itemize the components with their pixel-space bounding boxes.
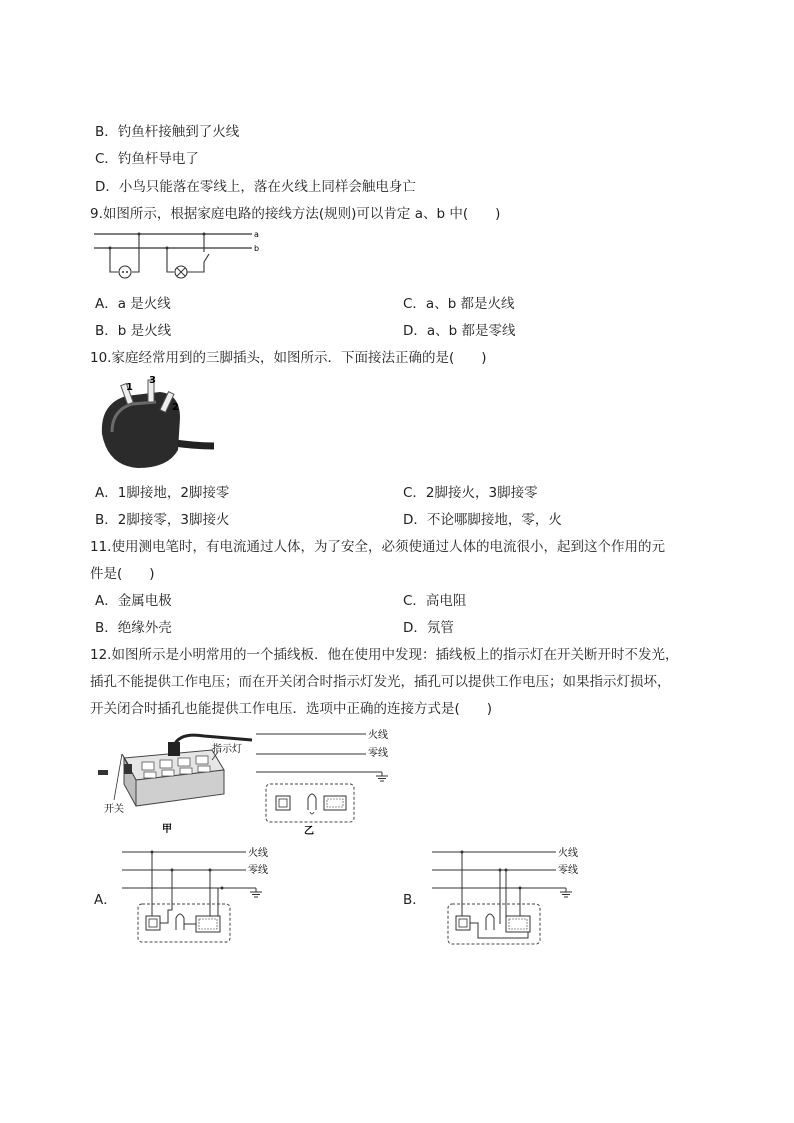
q10-option-d: D．不论哪脚接地，零，火	[403, 512, 562, 528]
yi-live-wire-label: 火线	[368, 730, 388, 741]
three-pin-plug-image	[98, 374, 216, 472]
option-a-circuit-diagram	[118, 844, 278, 948]
q9-option-b: B．b 是火线	[95, 323, 172, 339]
q9-stem: 9.如图所示，根据家庭电路的接线方法(规则)可以肯定 a、b 中( )	[90, 206, 501, 222]
q12-stem-line3: 开关闭合时插孔也能提供工作电压．选项中正确的连接方式是( )	[90, 701, 493, 717]
power-strip-figure	[94, 724, 254, 836]
q8-option-b: B．钓鱼杆接触到了火线	[95, 124, 240, 140]
q10-stem: 10.家庭经常用到的三脚插头，如图所示．下面接法正确的是( )	[90, 350, 487, 366]
q12-option-a-label: A．	[94, 892, 117, 908]
q11-stem-line1: 11.使用测电笔时，有电流通过人体，为了安全，必须使通过人体的电流很小，起到这个作用的元	[90, 539, 665, 555]
figure-yi-label: 乙	[304, 826, 314, 837]
q10-option-b: B．2脚接零，3脚接火	[95, 512, 230, 528]
q8-option-c: C．钓鱼杆导电了	[95, 151, 199, 167]
q12-stem-line2: 插孔不能提供工作电压；而在开关闭合时指示灯发光，插孔可以提供工作电压；如果指示灯损坏，	[90, 674, 671, 690]
pin-2-label: 2	[172, 402, 179, 413]
q12-option-b-label: B．	[403, 892, 426, 908]
option-b-circuit-diagram	[428, 844, 588, 948]
figure-yi-diagram	[254, 726, 402, 837]
b-neutral-wire-label: 零线	[558, 865, 578, 876]
indicator-label: 指示灯	[212, 744, 242, 755]
pin-3-label: 3	[149, 375, 156, 386]
q9-circuit-diagram	[92, 226, 262, 280]
q9-option-c: C．a、b 都是火线	[403, 296, 515, 312]
figure-jia-label: 甲	[162, 824, 172, 835]
socket-icon	[119, 266, 131, 278]
q9-option-d: D．a、b 都是零线	[403, 323, 516, 339]
b-live-wire-label: 火线	[558, 848, 578, 859]
q11-option-d: D．氖管	[403, 620, 454, 636]
q10-option-c: C．2脚接火，3脚接零	[403, 485, 538, 501]
switch-icon	[204, 254, 209, 262]
q11-stem-line2: 件是( )	[90, 566, 155, 582]
q11-option-a: A．金属电极	[95, 593, 172, 609]
switch-label: 开关	[104, 804, 124, 815]
a-live-wire-label: 火线	[248, 848, 268, 859]
a-neutral-wire-label: 零线	[248, 865, 268, 876]
q12-stem-line1: 12.如图所示是小明常用的一个插线板．他在使用中发现：插线板上的指示灯在开关断开时不发光，	[90, 647, 679, 663]
q11-option-c: C．高电阻	[403, 593, 467, 609]
q9-wire-b-label: b	[254, 244, 260, 253]
yi-neutral-wire-label: 零线	[368, 748, 388, 759]
q11-option-b: B．绝缘外壳	[95, 620, 172, 636]
q9-option-a: A．a 是火线	[95, 296, 171, 312]
pin-1-label: 1	[126, 382, 133, 393]
q8-option-d: D．小鸟只能落在零线上，落在火线上同样会触电身亡	[95, 179, 416, 195]
q10-option-a: A．1脚接地，2脚接零	[95, 485, 230, 501]
q9-wire-a-label: a	[254, 230, 259, 239]
